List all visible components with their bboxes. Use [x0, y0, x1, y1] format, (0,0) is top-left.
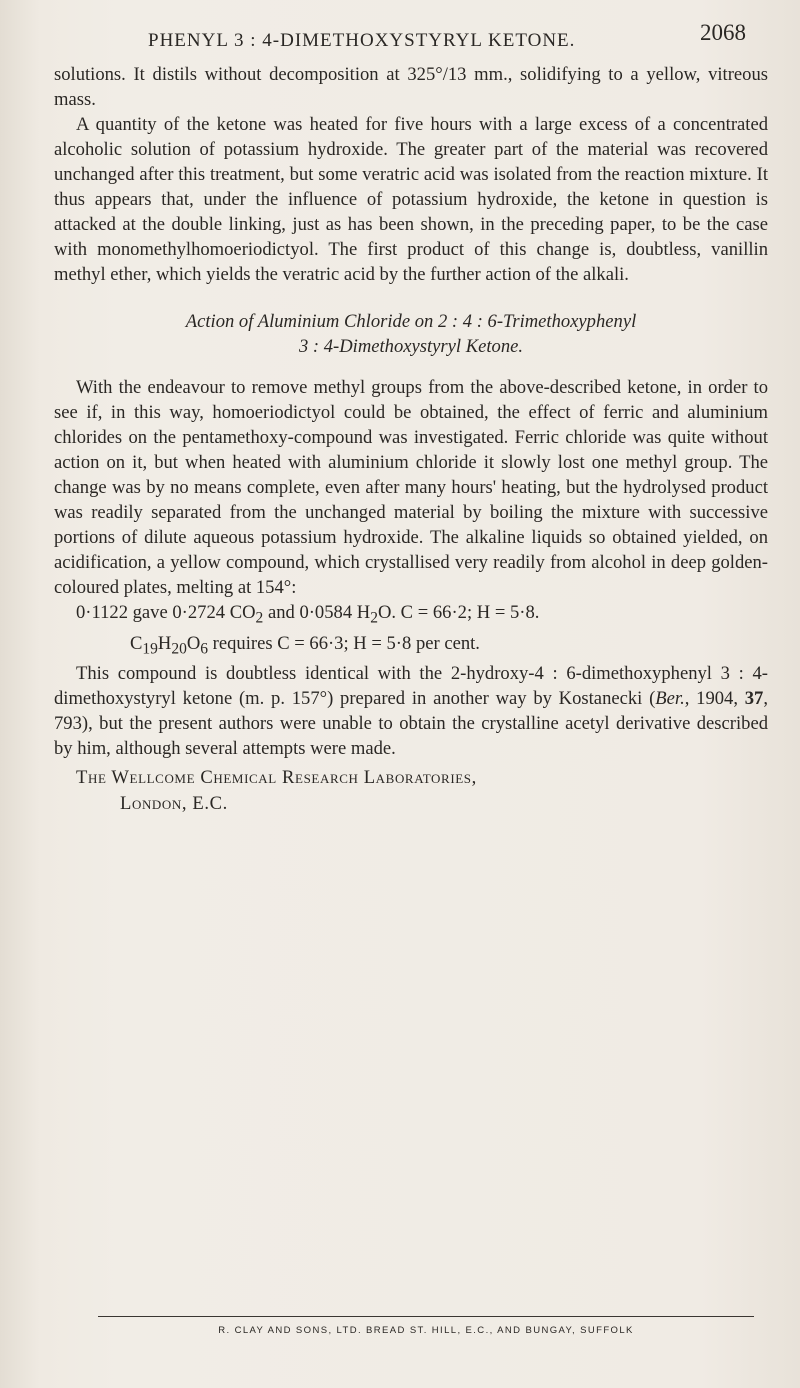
paragraph-continuation: solutions. It distils without decomposition at 325°/13 mm., solidifying to a yellow, vitreous mass. — [54, 64, 768, 110]
section-heading — [54, 309, 768, 359]
required-values: requires C = 66·3; H = 5·8 per cent. — [208, 632, 480, 654]
page-number: 2068 — [700, 20, 746, 45]
section-heading-line-1: Action of Aluminium Chloride on 2 : 4 : 6-Trimethoxyphenyl — [185, 311, 637, 332]
carbon-subscript: 19 — [142, 640, 158, 658]
analysis-mass: 0·1122 gave 0·2724 CO — [76, 602, 256, 623]
footer-rule — [98, 1316, 754, 1317]
printer-imprint: R. CLAY AND SONS, LTD. BREAD ST. HILL, E.C., AND BUNGAY, SUFFOLK — [218, 1325, 634, 1336]
formula-hydrogen: H — [157, 632, 172, 654]
article-body — [54, 62, 768, 816]
citation-volume: 37 — [744, 688, 764, 710]
analysis-water: and 0·0584 H — [263, 602, 371, 623]
affiliation-line-1: The Wellcome Chemical Research Laboratories, — [76, 767, 477, 789]
h2o-subscript: 2 — [370, 609, 378, 627]
paragraph-identity — [54, 661, 768, 761]
running-title: PHENYL 3 : 4-DIMETHOXYSTYRYL KETONE. — [148, 30, 576, 51]
identity-text: This compound is doubtless identical with the 2-hydroxy-4 : 6-dimethoxyphenyl 3 : 4-dimethoxystyryl ketone (m. p. 157°) prepared in another way by Kostanecki ( — [54, 663, 768, 710]
paragraph-aluminium-chloride: With the endeavour to remove methyl groups from the above-described ketone, in order to see if, in this way, homoeriodictyol could be obtained, the effect of ferric and aluminium chlorides on the pentamethoxy-compound was investigated. Ferric chloride was quite without action on it, but when heated with aluminium chloride it slowly lost one methyl group. The change was by no means complete, even after many hours' heating, but the hydrolysed product was readily separated from the unchanged material by boiling the mixture with successive portions of dilute aqueous potassium hydroxide. The alkaline liquids so obtained yielded, on acidification, a yellow compound, which crystallised very readily from alcohol in deep golden-coloured plates, melting at 154°: — [54, 377, 768, 598]
analysis-result: O. C = 66·2; H = 5·8. — [377, 602, 540, 623]
identity-text-end: , 793), but the present authors were unable to obtain the crystalline acetyl derivative described by him, although several attempts were made. — [54, 688, 768, 760]
formula-oxygen: O — [186, 632, 201, 654]
affiliation-line-2: London, E.C. — [120, 793, 228, 815]
paragraph-potassium-hydroxide: A quantity of the ketone was heated for five hours with a large excess of a concentrated alcoholic solution of potassium hydroxide. The greater part of the material was recovered unchanged after this treatment, but some veratric acid was isolated from the reaction mixture. It thus appears that, under the influence of potassium hydroxide, the ketone in question is attacked at the double linking, just as has been shown, in the preceding paper, to be the case with monomethylhomoeriodictyol. The first product of this change is, doubtless, vanillin methyl ether, which yields the veratric acid by the further action of the alkali. — [54, 114, 768, 285]
hydrogen-subscript: 20 — [171, 640, 187, 658]
journal-abbreviation: Ber. — [655, 688, 685, 710]
oxygen-subscript: 6 — [200, 640, 209, 658]
citation-year: , 1904, — [684, 688, 745, 710]
section-heading-line-2: 3 : 4-Dimethoxystyryl Ketone. — [298, 336, 524, 357]
analysis-found — [54, 600, 768, 631]
co2-subscript: 2 — [255, 609, 264, 627]
formula-carbon: C — [130, 632, 143, 654]
analysis-required — [54, 631, 768, 662]
page-header — [148, 20, 746, 54]
